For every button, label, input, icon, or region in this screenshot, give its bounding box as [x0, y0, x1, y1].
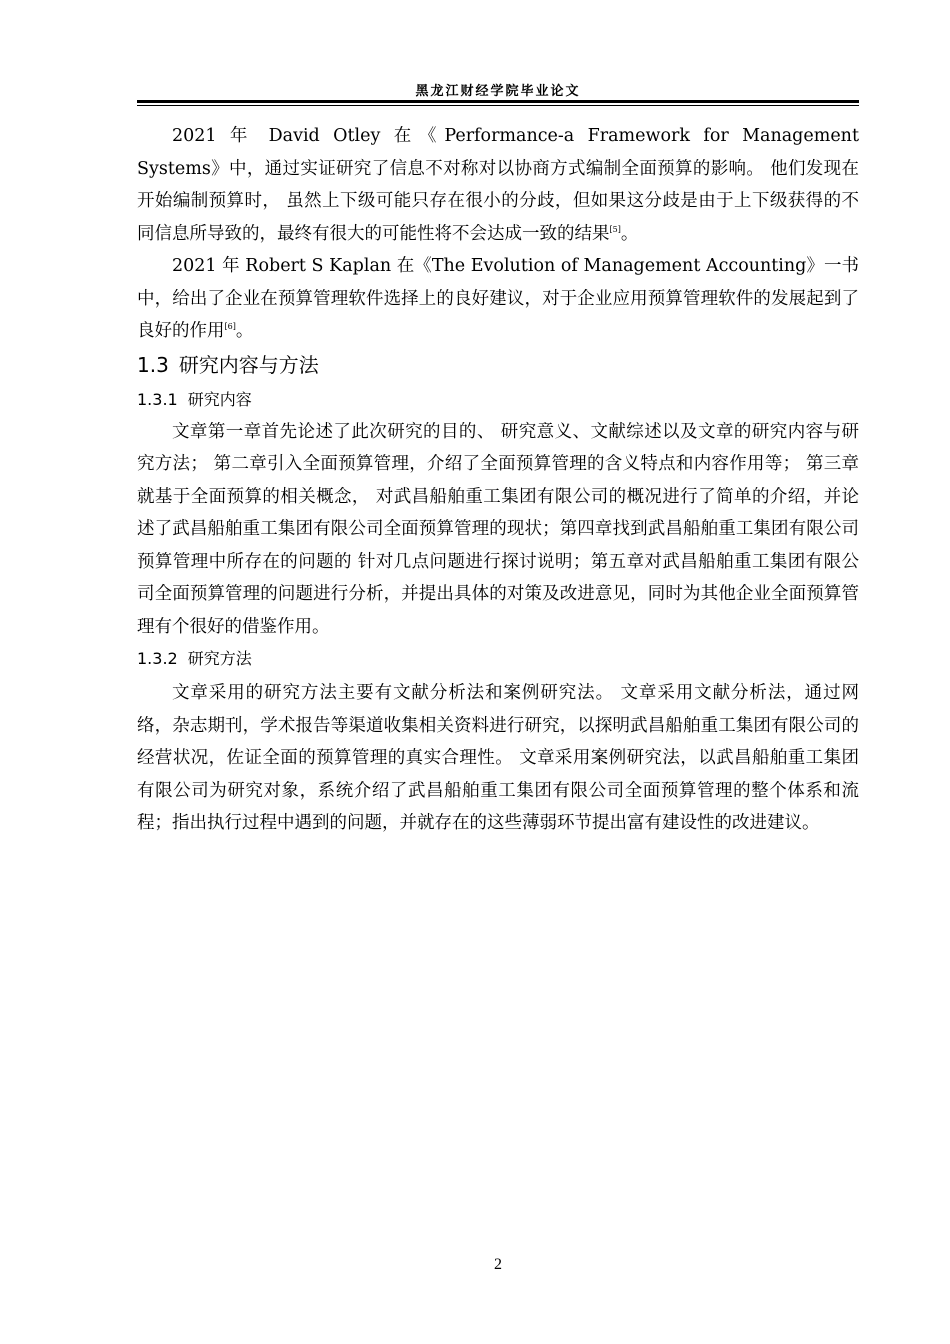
section-title: 研究内容 — [187, 389, 252, 409]
document-body — [137, 120, 859, 840]
paragraph-text: 2021 年 Robert S Kaplan 在《The Evolution of Management Accounting》一书中，给出了企业在预算管理软件选择上的良好建议，对于企业应用预算管理软件的发展起到了良好的作用 — [137, 256, 859, 341]
section-number: 1.3.1 — [137, 389, 178, 409]
page-header-title: 黑龙江财经学院毕业论文 — [415, 84, 581, 99]
section-heading-1-3-1 — [137, 384, 859, 416]
section-number: 1.3 — [137, 352, 169, 377]
header-rule-thick — [137, 100, 859, 103]
paragraph-research-content: 文章第一章首先论述了此次研究的目的、 研究意义、文献综述以及文章的研究内容与研究方法； 第二章引入全面预算管理，介绍了全面预算管理的含义特点和内容作用等； 第三章就基于全面预算的相关概念， 对武昌船舶重工集团有限公司的概况进行了简单的介绍，并论述了武昌船舶重工集团有限公司全面预算管理的现状；第四章找到武昌船舶重工集团有限公司预算管理中所存在的问题的 针对几点问题进行探讨说明；第五章对武昌船舶重工集团有限公司全面预算管理的问题进行分析，并提出具体的对策及改进意见，同时为其他企业全面预算管理有个很好的借鉴作用。 — [137, 421, 859, 637]
header-rule-thin — [137, 105, 859, 106]
section-number: 1.3.2 — [137, 649, 178, 668]
paragraph-text: 2021 年 David Otley 在《Performance-a Framework for Management Systems》中，通过实证研究了信息不对称对以协商方式编制全面预算的影响。 他们发现在开始编制预算时， 虽然上下级可能只存在很小的分歧，但如果这分歧是由于上下级获得的不同信息所导致的，最终有很大的可能性将不会达成一致的结果 — [137, 126, 859, 244]
paragraph-otley — [137, 120, 859, 250]
paragraph-kaplan — [137, 250, 859, 348]
section-title: 研究内容与方法 — [178, 352, 319, 377]
page-number: 2 — [494, 1256, 502, 1273]
paragraph-end: 。 — [620, 223, 639, 244]
section-title: 研究方法 — [187, 649, 252, 668]
citation-ref: [5] — [609, 224, 621, 234]
section-heading-1-3-2 — [137, 643, 859, 675]
section-heading-1-3 — [137, 350, 859, 380]
citation-ref: [6] — [224, 322, 236, 332]
paragraph-research-method: 文章采用的研究方法主要有文献分析法和案例研究法。 文章采用文献分析法，通过网络，杂志期刊，学术报告等渠道收集相关资料进行研究，以探明武昌船舶重工集团有限公司的经营状况，佐证全面的预算管理的真实合理性。 文章采用案例研究法，以武昌船舶重工集团有限公司为研究对象，系统介绍了武昌船舶重工集团有限公司全面预算管理的整个体系和流程；指出执行过程中遇到的问题，并就存在的这些薄弱环节提出富有建设性的改进建议。 — [137, 683, 859, 833]
paragraph-end: 。 — [235, 321, 254, 341]
